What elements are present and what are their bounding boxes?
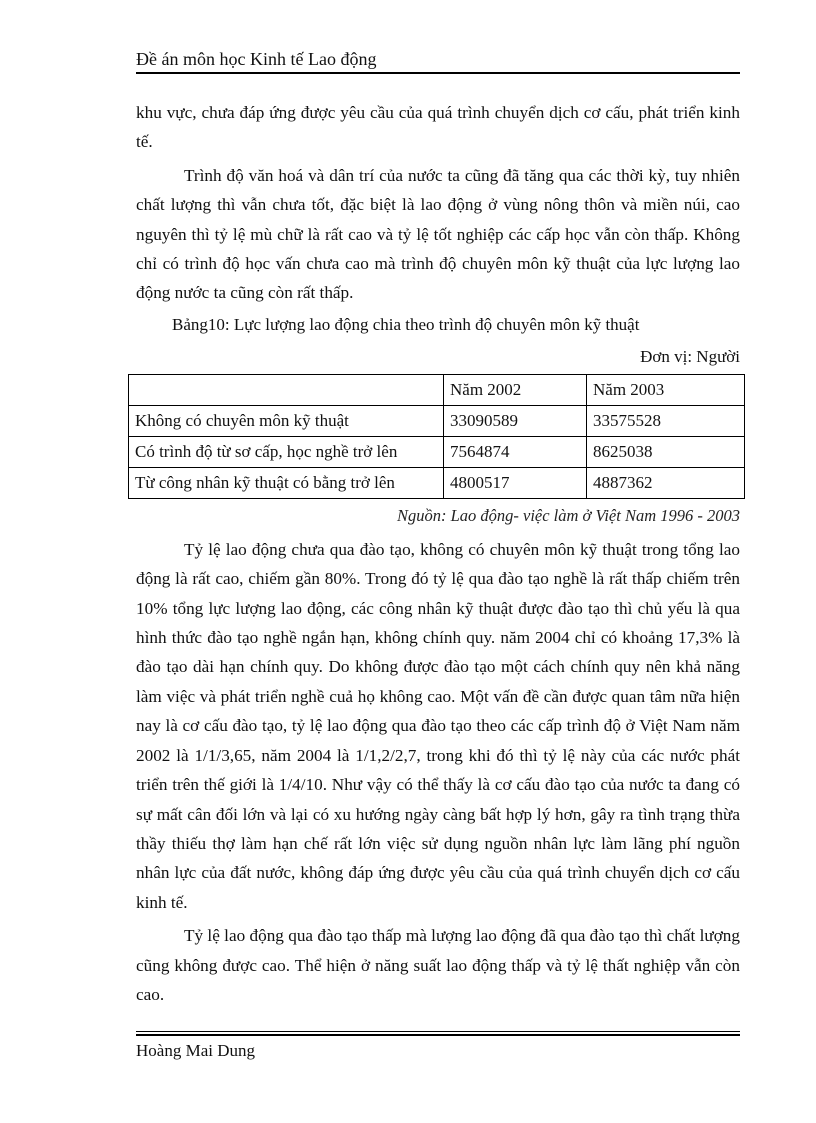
table-cell: 4800517 [444,467,587,498]
table-row [129,467,745,498]
table-source: Nguồn: Lao động- việc làm ở Việt Nam 1996 - 2003 [396,505,740,525]
labor-qualification-table [128,374,745,499]
page-header-title: Đề án môn học Kinh tế Lao động [136,49,377,69]
table-unit: Đơn vị: Người [640,346,740,366]
table-header-cell: Năm 2003 [587,374,745,405]
table-cell: Từ công nhân kỹ thuật có bằng trở lên [129,467,444,498]
table-cell: 33575528 [587,405,745,436]
table-cell: 4887362 [587,467,745,498]
header-divider [136,72,740,74]
table-row [129,405,745,436]
table-caption: Bảng10: Lực lượng lao động chia theo trình độ chuyên môn kỹ thuật [172,314,640,334]
document-body [136,98,740,1009]
table-row [129,436,745,467]
footer-divider-thick [136,1034,740,1036]
table-header-cell [129,374,444,405]
table-cell: Có trình độ từ sơ cấp, học nghề trở lên [129,436,444,467]
table-cell: 8625038 [587,436,745,467]
paragraph-2: Trình độ văn hoá và dân trí của nước ta cũng đã tăng qua các thời kỳ, tuy nhiên chất lượng thì vẫn chưa tốt, đặc biệt là lao động ở vùng nông thôn và miền núi, cao nguyên thì tỷ lệ mù chữ là rất cao và tỷ lệ tốt nghiệp các cấp học vẫn còn thấp. Không chỉ có trình độ học vấn chưa cao mà trình độ chuyên môn kỹ thuật của lực lượng lao động nước ta cũng còn rất thấp. [136,165,740,303]
footer-author: Hoàng Mai Dung [136,1041,255,1060]
table-cell: 33090589 [444,405,587,436]
table-cell: 7564874 [444,436,587,467]
table-header-row [129,374,745,405]
paragraph-4: Tỷ lệ lao động qua đào tạo thấp mà lượng lao động đã qua đào tạo thì chất lượng cũng không được cao. Thể hiện ở năng suất lao động thấp và tỷ lệ thất nghiệp vẫn còn cao. [136,926,740,1004]
table-cell: Không có chuyên môn kỹ thuật [129,405,444,436]
paragraph-1: khu vực, chưa đáp ứng được yêu cầu của quá trình chuyển dịch cơ cấu, phát triển kinh tế. [136,103,740,152]
paragraph-3: Tỷ lệ lao động chưa qua đào tạo, không có chuyên môn kỹ thuật trong tổng lao động là rất cao, chiếm gần 80%. Trong đó tỷ lệ qua đào tạo nghề là rất thấp chiếm trên 10% tổng lực lượng lao động, các công nhân kỹ thuật được đào tạo thì chủ yếu là qua hình thức đào tạo nghề ngắn hạn, không chính quy. năm 2004 chỉ có khoảng 17,3% là đào tạo dài hạn chính quy. Do không được đào tạo một cách chính quy nên khả năng làm việc và phát triển nghề cuả họ không cao. Một vấn đề cần được quan tâm nữa hiện nay là cơ cấu đào tạo, tỷ lệ lao động qua đào tạo theo các cấp trình độ ở Việt Nam năm 2002 là 1/1/3,65, năm 2004 là 1/1,2/2,7, trong khi đó thì tỷ lệ này của các nước phát triển trên thế giới là 1/4/10. Như vậy có thể thấy là cơ cấu đào tạo của nước ta đang có sự mất cân đối lớn và lại có xu hướng ngày càng bất hợp lý hơn, gây ra tình trạng thừa thầy thiếu thợ làm hạn chế rất lớn việc sử dụng nguồn nhân lực làm lãng phí nguồn nhân lực của đất nước, không đáp ứng được yêu cầu của quá trình chuyển dịch cơ cấu kinh tế. [136,539,740,912]
footer-divider-thin [136,1031,740,1032]
table-header-cell: Năm 2002 [444,374,587,405]
